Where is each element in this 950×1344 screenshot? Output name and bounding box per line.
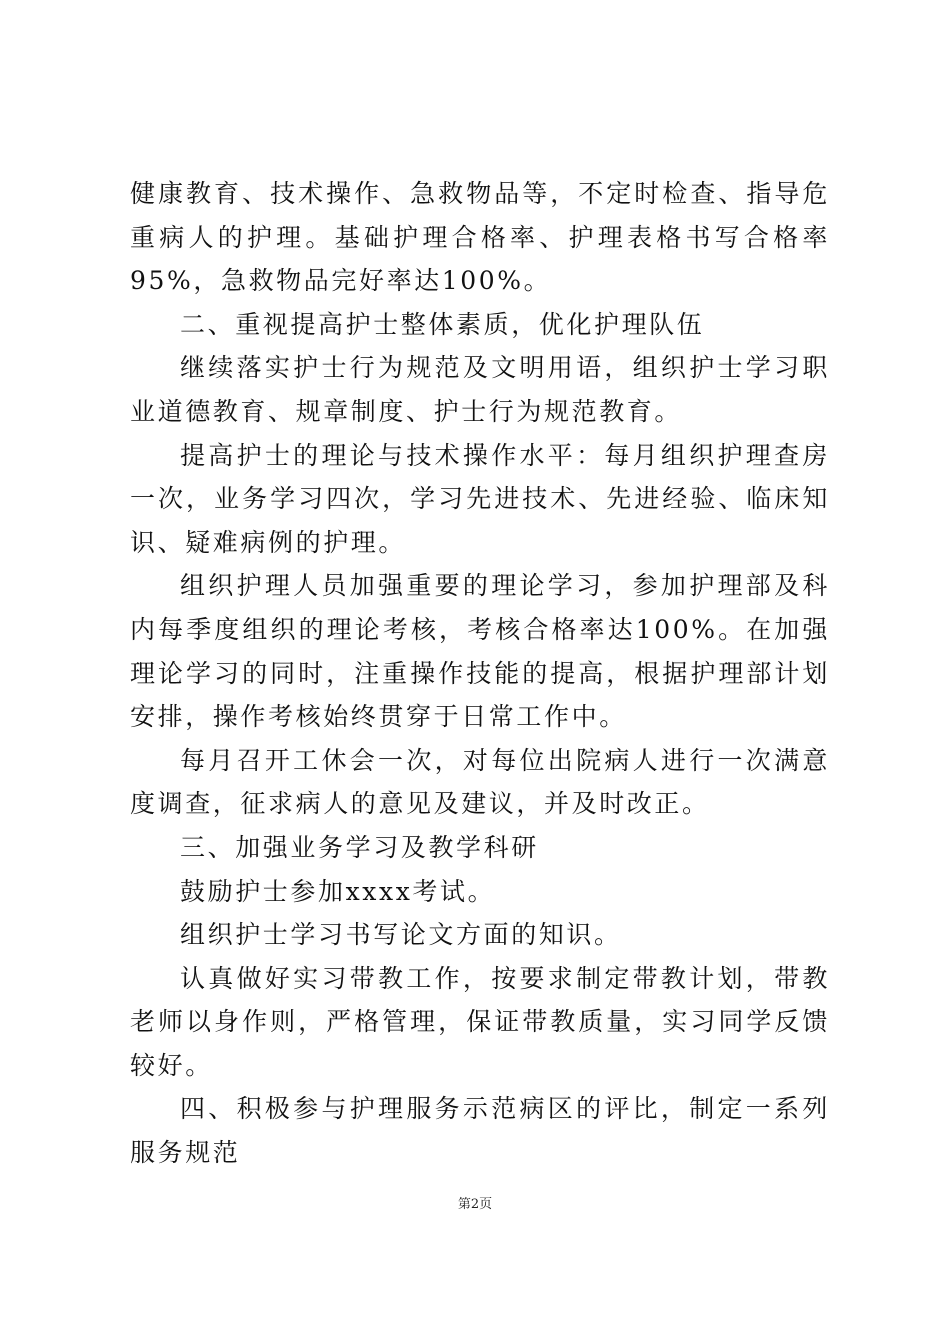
paragraph-4: 提高护士的理论与技术操作水平：每月组织护理查房一次，业务学习四次，学习先进技术、先进经验、临床知识、疑难病例的护理。 bbox=[130, 440, 830, 557]
paragraph-5: 组织护理人员加强重要的理论学习，参加护理部及科内每季度组织的理论考核，考核合格率达100%。在加强理论学习的同时，注重操作技能的提高，根据护理部计划安排，操作考核始终贯穿于日常工作中。 bbox=[130, 571, 830, 732]
paragraph-10: 认真做好实习带教工作，按要求制定带教计划，带教老师以身作则，严格管理，保证带教质量，实习同学反馈较好。 bbox=[130, 963, 830, 1080]
section-heading-2: 二、重视提高护士整体素质，优化护理队伍 bbox=[180, 309, 705, 339]
paragraph-6: 每月召开工休会一次，对每位出院病人进行一次满意度调查，征求病人的意见及建议，并及时改正。 bbox=[130, 745, 830, 819]
paragraph-1: 健康教育、技术操作、急救物品等，不定时检查、指导危重病人的护理。基础护理合格率、护理表格书写合格率95%，急救物品完好率达100%。 bbox=[130, 179, 830, 296]
section-heading-3: 三、加强业务学习及教学科研 bbox=[180, 832, 539, 862]
paragraph-3: 继续落实护士行为规范及文明用语，组织护士学习职业道德教育、规章制度、护士行为规范教育。 bbox=[130, 353, 830, 426]
section-heading-4: 四、积极参与护理服务示范病区的评比，制定一系列服务规范 bbox=[130, 1094, 830, 1168]
document-body bbox=[130, 172, 830, 1175]
paragraph-8: 鼓励护士参加xxxx考试。 bbox=[180, 876, 496, 906]
paragraph-9: 组织护士学习书写论文方面的知识。 bbox=[180, 920, 622, 950]
page-number: 第2页 bbox=[457, 1197, 493, 1212]
